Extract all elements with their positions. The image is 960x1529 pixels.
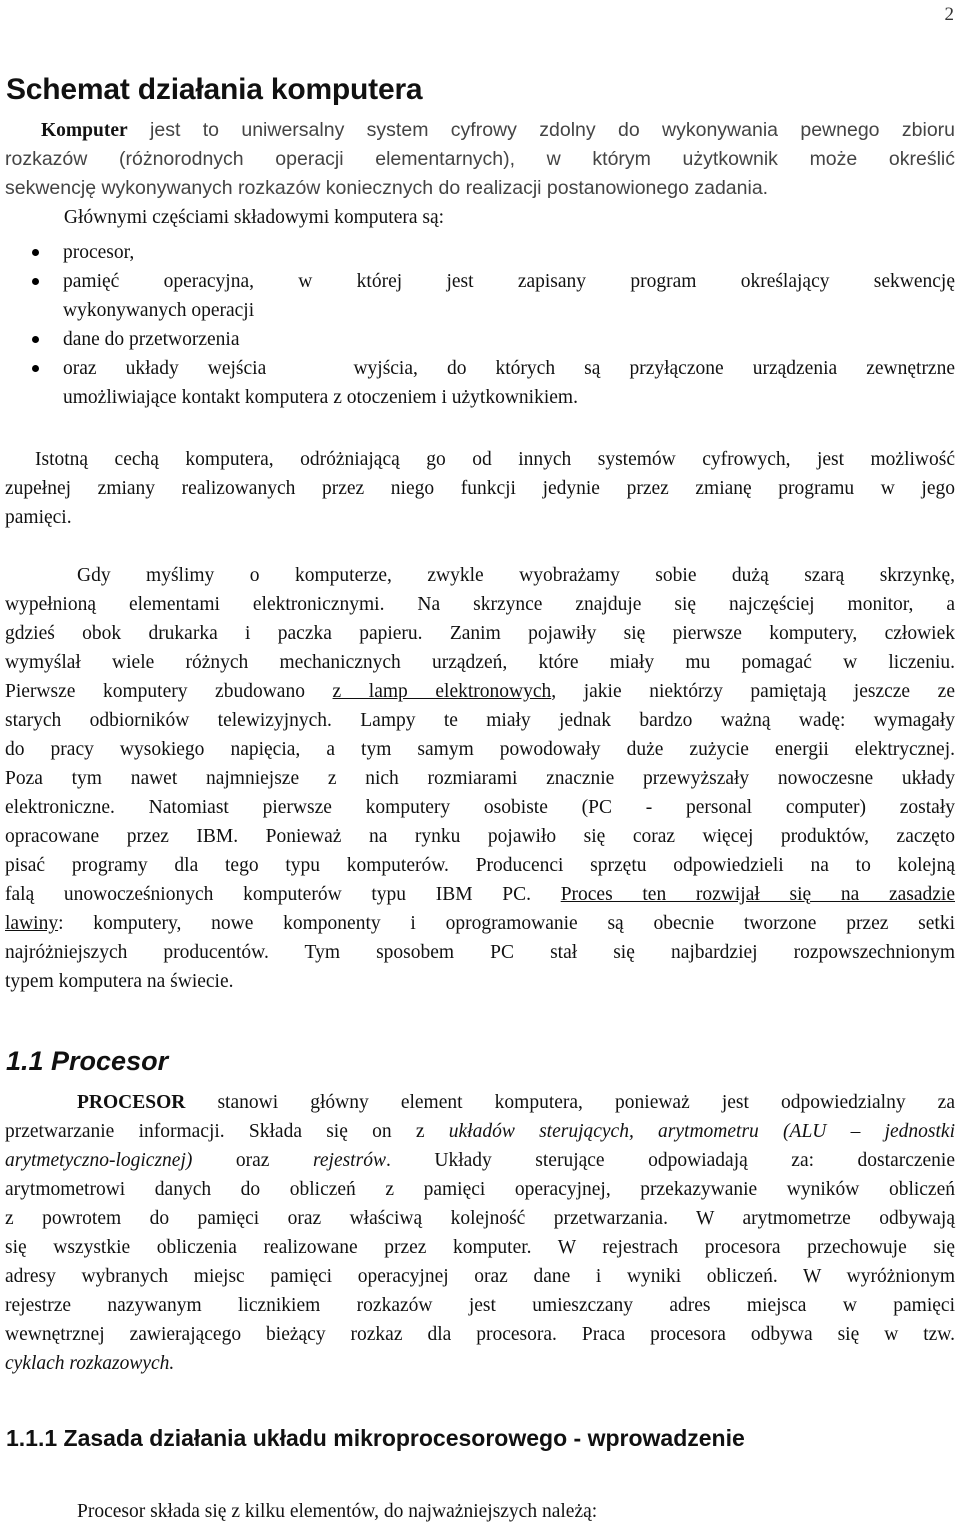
list-item: oraz układy wejścia wyjścia, do których są przyłączone urządzenia zewnętrzne umożliwiające kontakt komputera z otoczeniem i użytkownikiem. [5,354,955,412]
bullet-icon [32,278,39,285]
avalanche-link-end[interactable]: lawiny [5,913,59,934]
closing-line: Procesor składa się z kilku elementów, do najważniejszych należą: [77,1501,598,1522]
sub-subsection-heading: 1.1.1 Zasada działania układu mikroprocesorowego - wprowadzenie [6,1425,745,1451]
bullet-icon [32,249,39,256]
section-heading: Schemat działania komputera [6,73,423,106]
intro-paragraph [5,116,955,232]
avalanche-link[interactable]: Proces ten rozwijał się na zasadzie [560,884,955,905]
feature-paragraph: Istotną cechą komputera, odróżniającą go od innych systemów cyfrowych, jest możliwość zupełnej zmiany realizowanych przez niego funkcji jedynie przez zmianę programu w jego pamięci. [5,449,955,528]
list-item: pamięć operacyjna, w której jest zapisany program określający sekwencję wykonywanych operacji [5,267,955,325]
list-item: procesor, [5,238,955,267]
subsection-heading: 1.1 Procesor [6,1046,169,1076]
bullet-icon [32,336,39,343]
procesor-paragraph: PROCESOR stanowi główny element komputera, ponieważ jest odpowiedzialny za przetwarzanie informacji. Składa się on z układów sterujących, arytmometru (ALU – jednostki arytmetyczno-logicznej) oraz rejestrów. Układy sterujące odpowiadają za: dostarczenie arytmometrowi danych do obliczeń z pamięci operacyjnej, przekazywanie wyników obliczeń z powrotem do pamięci oraz właściwą kolejność przetwarzania. W arytmometrze odbywają się wszystkie obliczenia realizowane przez komputer. W rejestrach procesora przechowuje się adresy wybranych miejsc pamięci operacyjnej oraz dane i wyniki obliczeń. W wyróżnionym rejestrze nazywanym licznikiem rozkazów jest umieszczany adres miejsca w pamięci wewnętrznej zawierającego bieżący rozkaz dla procesora. Praca procesora odbywa się w tzw. cyklach rozkazowych. [5,1092,956,1374]
page-number: 2 [944,4,954,25]
list-item: dane do przetworzenia [5,325,955,354]
history-paragraph: Gdy myślimy o komputerze, zwykle wyobrażamy sobie dużą szarą skrzynkę, wypełnioną elementami elektronicznymi. Na skrzynce znajduje się najczęściej monitor, a gdzieś obok drukarka i paczka papieru. Zanim pojawiły się pierwsze komputery, człowiek wymyślał wiele różnych mechanicznych urządzeń, które miały mu pomagać w liczeniu. Pierwsze komputery zbudowano z lamp elektronowych, jakie niektórzy pamiętają jeszcze ze starych odbiorników telewizyjnych. Lampy te miały jednak bardzo ważną wadę: wymagały do pracy wysokiego napięcia, a tym samym powodowały duże zużycie energii elektrycznej. Poza tym nawet najmniejsze z nich rozmiarami znacznie przewyższały nowoczesne układy elektroniczne. Natomiast pierwsze komputery osobiste (PC - personal computer) zostały opracowane przez IBM. Ponieważ na rynku pojawiło się coraz więcej produktów, zaczęto pisać programy dla tego typu komputerów. Producenci sprzętu odpowiedzieli na to kolejną falą unowocześnionych komputerów typu IBM PC. Proces ten rozwijał się na zasadzie lawiny: komputery, nowe komponenty i oprogramowanie są obecnie tworzone przez setki najróżniejszych producentów. Tym sposobem PC stał się najbardziej rozpowszechnionym typem komputera na świecie. [5,565,955,992]
intro-line-1: Komputer jest to uniwersalny system cyfrowy zdolny do wykonywania pewnego zbioru [41,119,955,141]
procesor-bold-term: PROCESOR [77,1092,186,1113]
lamp-link[interactable]: z lamp elektronowych [332,681,552,702]
intro-line-3: sekwencję wykonywanych rozkazów koniecznych do realizacji postanowionego zadania. [5,177,769,199]
intro-line-4: Głównymi częściami składowymi komputera są: [59,207,445,228]
component-list [5,238,955,412]
intro-line-2: rozkazów (różnorodnych operacji elementarnych), w którym użytkownik może określić [5,148,955,170]
intro-bold-term: Komputer [41,120,128,141]
bullet-icon [32,365,39,372]
